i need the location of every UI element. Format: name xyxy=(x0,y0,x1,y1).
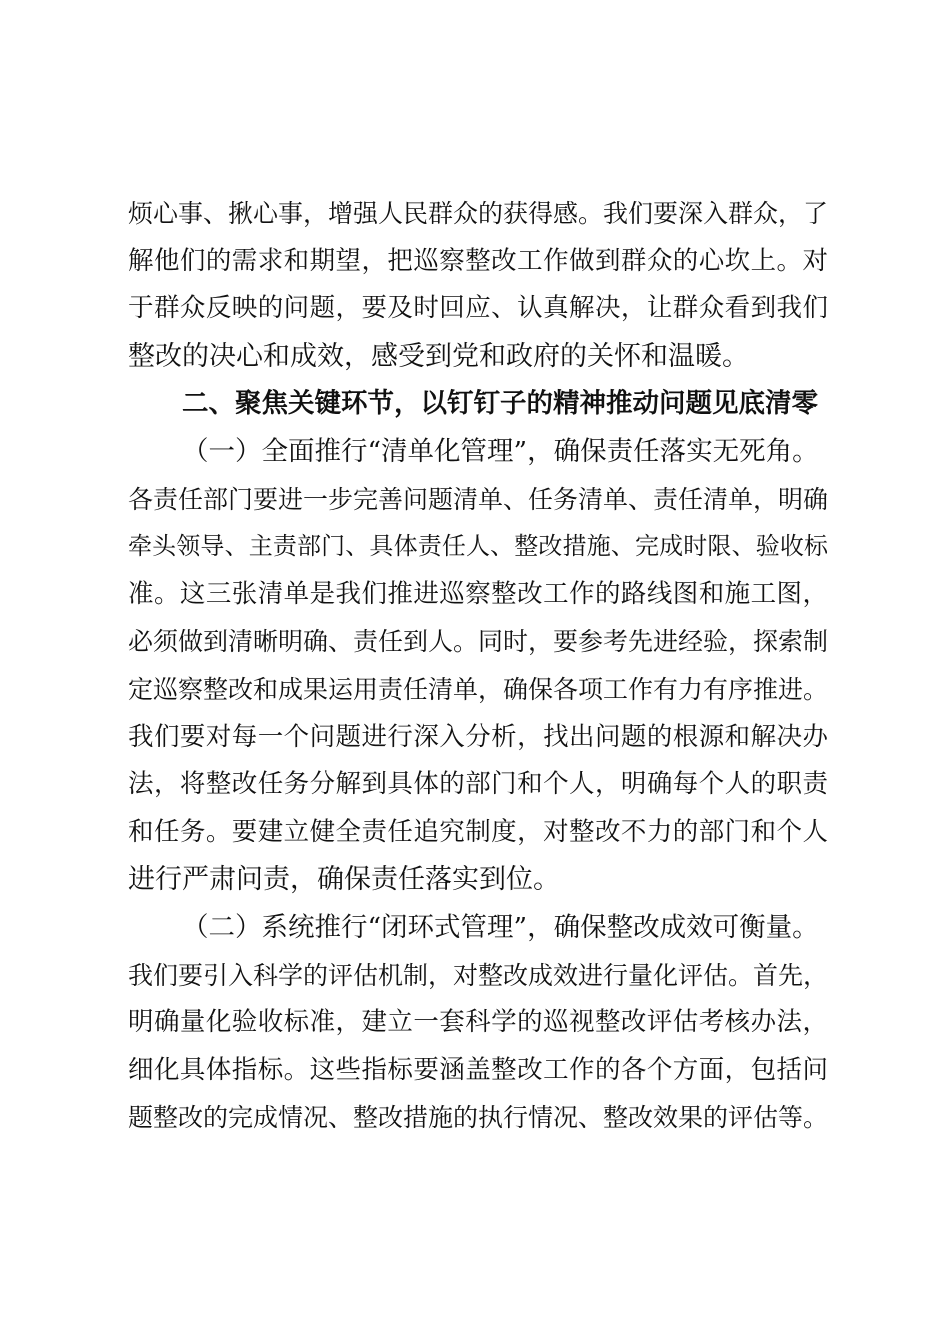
text-line: 法，将整改任务分解到具体的部门和个人，明确每个人的职责 xyxy=(128,769,828,800)
text-line: 于群众反映的问题，要及时回应、认真解决，让群众看到我们 xyxy=(128,293,828,324)
text-line: 准。这三张清单是我们推进巡察整改工作的路线图和施工图， xyxy=(128,578,828,609)
subsection-heading: （一）全面推行“清单化管理”，确保责任落实无死角。 xyxy=(182,435,819,467)
text-line: 明确量化验收标准，建立一套科学的巡视整改评估考核办法， xyxy=(128,1007,828,1038)
text-line: 烦心事、揪心事，增强人民群众的获得感。我们要深入群众，了 xyxy=(128,199,828,228)
subsection-heading: （二）系统推行“闭环式管理”，确保整改成效可衡量。 xyxy=(182,911,819,943)
text-line: 我们要引入科学的评估机制，对整改成效进行量化评估。首先， xyxy=(128,960,828,990)
text-line: 整改的决心和成效，感受到党和政府的关怀和温暖。 xyxy=(128,340,749,372)
text-line: 我们要对每一个问题进行深入分析，找出问题的根源和解决办 xyxy=(128,721,828,752)
text-line: 细化具体指标。这些指标要涵盖整改工作的各个方面，包括问 xyxy=(128,1054,828,1085)
text-line: 和任务。要建立健全责任追究制度，对整改不力的部门和个人 xyxy=(128,816,828,847)
text-line: 进行严肃问责，确保责任落实到位。 xyxy=(128,864,560,896)
text-line: 各责任部门要进一步完善问题清单、任务清单、责任清单，明确 xyxy=(128,484,828,514)
text-line: 题整改的完成情况、整改措施的执行情况、整改效果的评估等。 xyxy=(128,1103,828,1133)
document-body xyxy=(128,190,828,1142)
text-line: 必须做到清晰明确、责任到人。同时，要参考先进经验，探索制 xyxy=(128,627,828,657)
text-line: 解他们的需求和期望，把巡察整改工作做到群众的心坎上。对 xyxy=(128,245,828,276)
text-line: 牵头领导、主责部门、具体责任人、整改措施、完成时限、验收标 xyxy=(128,532,828,561)
section-heading: 二、聚焦关键环节，以钉钉子的精神推动问题见底清零 xyxy=(182,388,818,420)
text-line: 定巡察整改和成果运用责任清单，确保各项工作有力有序推进。 xyxy=(128,674,828,704)
